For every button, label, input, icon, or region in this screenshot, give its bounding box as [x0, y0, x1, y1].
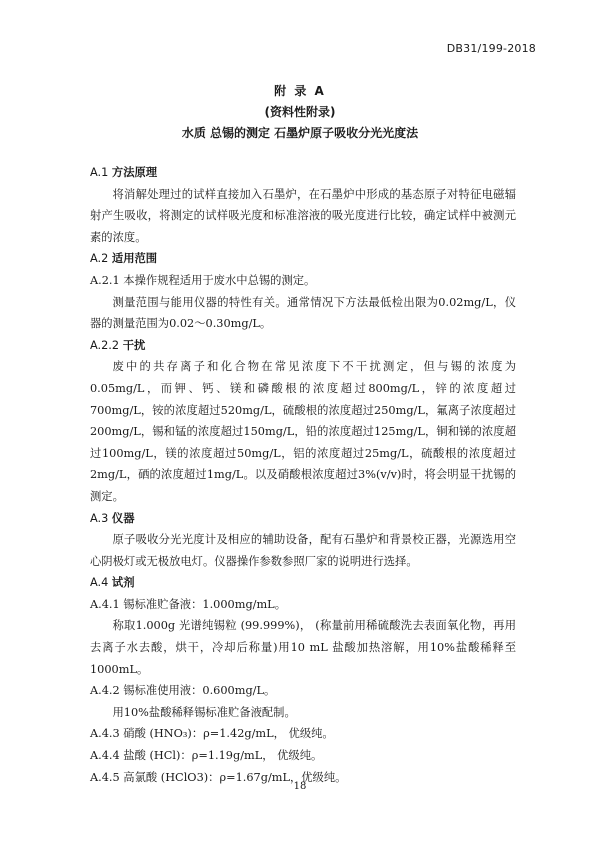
annex-type: (资料性附录): [264, 105, 336, 119]
section-number: A.1: [90, 166, 109, 179]
paragraph-a42-desc: 用10%盐酸稀释锡标准贮备液配制。: [112, 705, 296, 719]
paragraph-a21-range: 测量范围与能用仪器的特性有关。通常情况下方法最低检出限为0.02mg/L，仪器的测量范围为0.02～0.30mg/L。: [90, 295, 516, 331]
section-heading-a2: [90, 248, 516, 270]
paragraph-a1: 将消解处理过的试样直接加入石墨炉，在石墨炉中形成的基态原子对特征电磁辐射产生吸收，将测定的试样吸光度和标准溶液的吸光度进行比较，确定试样中被测元素的浓度。: [90, 187, 516, 244]
section-title: 方法原理: [111, 166, 158, 179]
annex-label: 附 录 A: [274, 84, 326, 98]
paragraph-a22: 废中的共存离子和化合物在常见浓度下不干扰测定，但与锡的浓度为0.05mg/L，而钾、钙、镁和磷酸根的浓度超过800mg/L，锌的浓度超过700mg/L，铵的浓度超过520mg/L，硫酸根的浓度超过250mg/L，氟离子浓度超过200mg/L，锡和锰的浓度超过150mg/L，铅的浓度超过125mg/L，铜和锑的浓度超过100mg/L，镁的浓度超过50mg/L，铝的浓度超过25mg/L，硫酸根的浓度超过2mg/L，硒的浓度超过1mg/L。以及硝酸根浓度超过3%(v/v)时，将会明显干扰锡的测定。: [90, 360, 516, 503]
page-number: 18: [293, 781, 307, 792]
section-heading-a22: [90, 335, 516, 357]
section-heading-a4: [90, 572, 516, 594]
paragraph-a44: A.4.4 盐酸 (HCl)：ρ=1.19g/mL， 优级纯。: [90, 749, 323, 763]
section-title: 仪器: [111, 511, 135, 525]
document-body: [90, 162, 516, 788]
section-title: 适用范围: [111, 252, 158, 266]
section-number: A.3: [90, 511, 109, 525]
section-number: A.4: [90, 576, 109, 590]
paragraph-a21: A.2.1 本操作规程适用于废水中总锡的测定。: [90, 273, 316, 287]
paragraph-a41-desc: 称取1.000g 光谱纯锡粒 (99.999%)， (称量前用稀硫酸洗去表面氧化物，再用去离子水去酸，烘干，冷却后称量)用10 mL 盐酸加热溶解，用10%盐酸稀释至1000mL。: [90, 619, 516, 676]
section-heading-a3: [90, 508, 516, 530]
paragraph-a43: A.4.3 硝酸 (HNO₃)：ρ=1.42g/mL， 优级纯。: [90, 727, 334, 741]
section-title: 试剂: [111, 576, 135, 590]
section-number: A.2: [90, 252, 109, 266]
paragraph-a3: 原子吸收分光光度计及相应的辅助设备，配有石墨炉和背景校正器，光源选用空心阴极灯或无极放电灯。仪器操作参数参照厂家的说明进行选择。: [90, 533, 516, 568]
annex-title: 水质 总锡的测定 石墨炉原子吸收分光光度法: [181, 126, 419, 140]
paragraph-a42: A.4.2 锡标准使用液：0.600mg/L。: [90, 684, 276, 698]
section-title: 干扰: [122, 338, 146, 352]
section-number: A.2.2: [90, 338, 120, 352]
document-code: DB31/199-2018: [446, 42, 536, 55]
paragraph-a41: A.4.1 锡标准贮备液：1.000mg/mL。: [90, 597, 286, 611]
paragraph-a45: A.4.5 高氯酸 (HClO3)：ρ=1.67g/mL，优级纯。: [90, 770, 347, 784]
section-heading-a1: [90, 162, 516, 184]
